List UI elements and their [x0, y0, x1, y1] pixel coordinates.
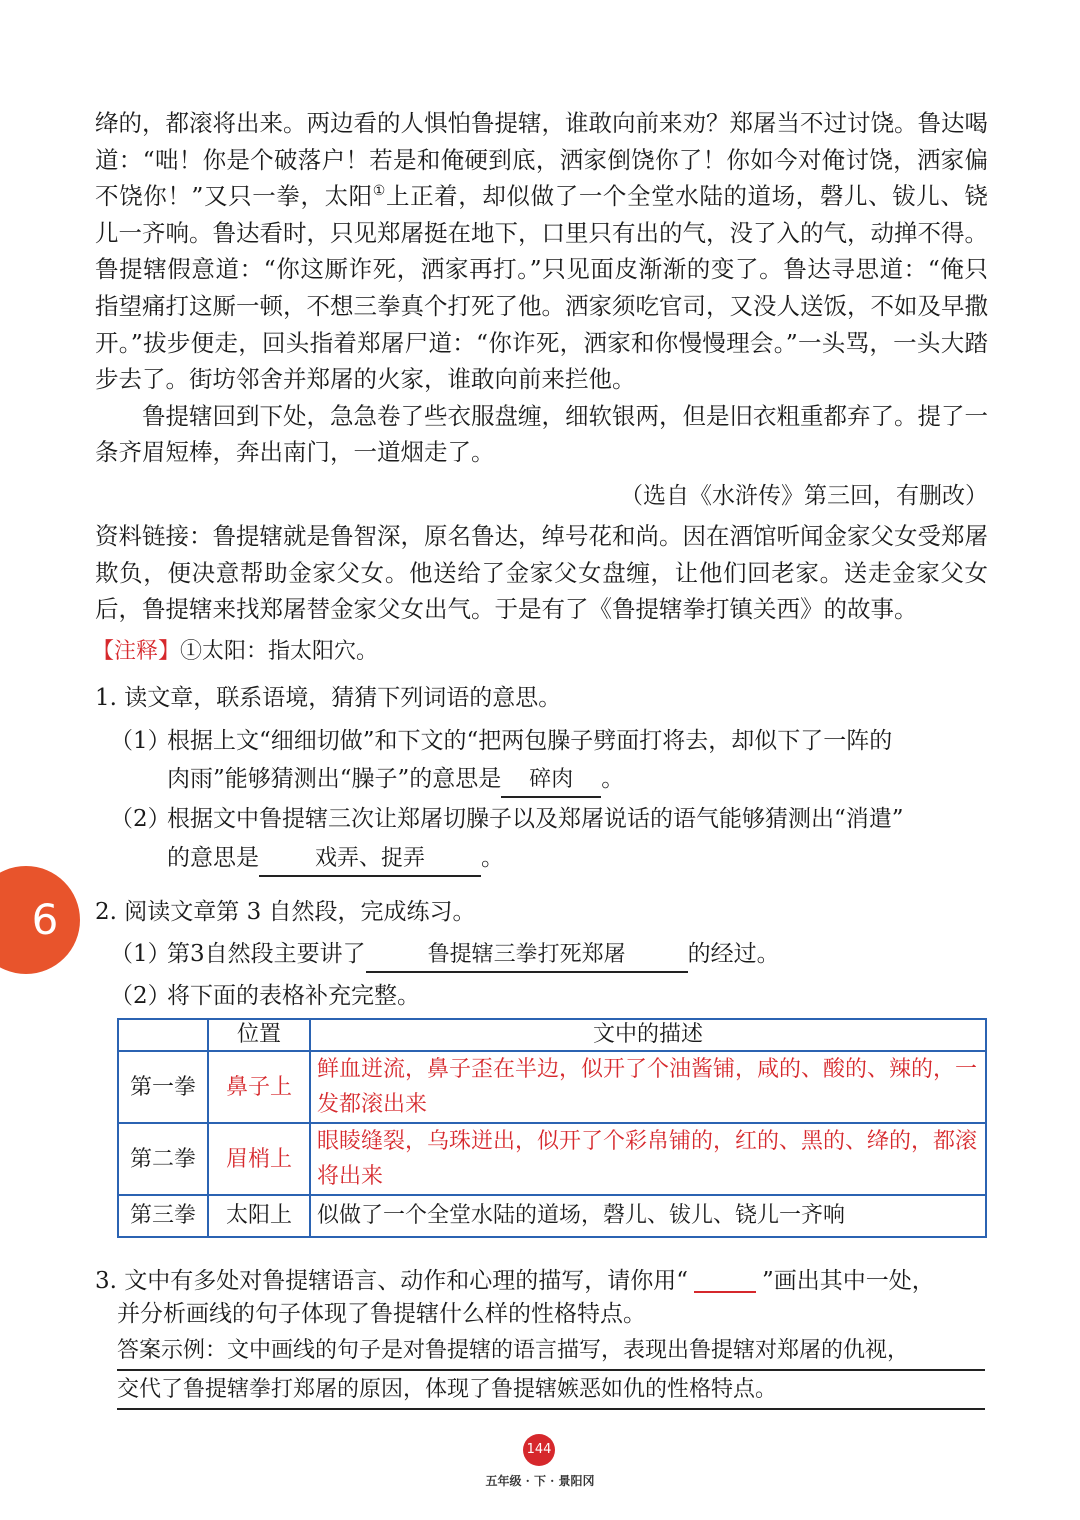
page-number: 144	[523, 1434, 555, 1466]
q1-sub1-number: （1）	[110, 728, 171, 754]
description-cell: 似做了一个全堂水陆的道场，磬儿、钹儿、铙儿一齐响	[310, 1195, 986, 1237]
story-passage	[95, 105, 988, 471]
q1-sub2-line2: 的意思是 戏弄、捉弄 。	[167, 839, 504, 877]
table-header-cell: 文中的描述	[310, 1019, 986, 1051]
table-header-cell	[118, 1019, 208, 1051]
position-cell: 眉梢上	[208, 1123, 310, 1195]
question-2-title: 2. 阅读文章第 3 自然段，完成练习。	[95, 899, 476, 925]
q2-sub2-text: 将下面的表格补充完整。	[167, 983, 420, 1009]
table-header-cell: 位置	[208, 1019, 310, 1051]
page-footer: 五年级 · 下 · 景阳冈	[485, 1474, 595, 1488]
answer-blank	[366, 938, 688, 973]
answer-text: 鲁提辖三拳打死郑屠	[427, 942, 626, 967]
q1-sub2-number: （2）	[110, 806, 171, 832]
table-row	[118, 1195, 986, 1237]
answer-example	[117, 1332, 985, 1410]
source-citation: （选自《水浒传》第三回，有删改）	[620, 483, 988, 509]
q1-sub1-line1: 根据上文“细细切做”和下文的“把两包臊子劈面打将去，却似下了一阵的	[167, 728, 893, 754]
answer-text: 碎肉	[529, 767, 574, 792]
punch-cell: 第一拳	[118, 1051, 208, 1123]
punch-cell: 第二拳	[118, 1123, 208, 1195]
position-cell: 鼻子上	[208, 1051, 310, 1123]
red-underline-sample	[694, 1271, 756, 1293]
answer-example-line: 答案示例：文中画线的句子是对鲁提辖的语言描写，表现出鲁提辖对郑屠的仇视，	[117, 1332, 985, 1371]
passage-paragraph-1: 绛的，都滚将出来。两边看的人惧怕鲁提辖，谁敢向前来劝？郑屠当不过讨饶。鲁达喝道：“咄！你是个破落户！若是和俺硬到底，洒家倒饶你了！你如今对俺讨饶，洒家偏不饶你！”又只一拳，太阳①上正着，却似做了一个全堂水陆的道场，磬儿、钹儿、铙儿一齐响。鲁达看时，只见郑屠挺在地下，口里只有出的气，没了入的气，动掸不得。鲁提辖假意道：“你这厮诈死，洒家再打。”只见面皮渐渐的变了。鲁达寻思道：“俺只指望痛打这厮一顿，不想三拳真个打死了他。洒家须吃官司，又没人送饭，不如及早撒开。”拔步便走，回头指着郑屠尸道：“你诈死，洒家和你慢慢理会。”一头骂，一头大踏步去了。街坊邻舍并郑屠的火家，谁敢向前来拦他。	[95, 109, 989, 394]
punch-cell: 第三拳	[118, 1195, 208, 1237]
answer-blank	[259, 842, 481, 877]
footnote-marker: ①	[372, 183, 386, 200]
q2-sub1-line: 第3自然段主要讲了 鲁提辖三拳打死郑屠 的经过。	[167, 935, 780, 973]
q2-sub2-number: （2）	[110, 983, 171, 1009]
passage-paragraph-2: 鲁提辖回到下处，急急卷了些衣服盘缠，细软银两，但是旧衣粗重都弃了。提了一条齐眉短棒，奔出南门，一道烟走了。	[95, 401, 988, 467]
table-row	[118, 1123, 986, 1195]
note-text: ①太阳：指太阳穴。	[180, 639, 379, 664]
q2-sub1-number: （1）	[110, 941, 171, 967]
note-label: 【注释】	[92, 639, 181, 664]
question-3-line2: 并分析画线的句子体现了鲁提辖什么样的性格特点。	[117, 1301, 646, 1327]
question-1-title: 1. 读文章，联系语境，猜猜下列词语的意思。	[95, 685, 562, 711]
description-cell: 眼睖缝裂，乌珠迸出，似开了个彩帛铺的，红的、黑的、绛的，都滚将出来	[310, 1123, 986, 1195]
material-link: 资料链接：鲁提辖就是鲁智深，原名鲁达，绰号花和尚。因在酒馆听闻金家父女受郑屠欺负，便决意帮助金家父女。他送给了金家父女盘缠，让他们回老家。送走金家父女后，鲁提辖来找郑屠替金家父女出气。于是有了《鲁提辖拳打镇关西》的故事。	[95, 522, 988, 624]
table-header-row	[118, 1019, 986, 1051]
table-row	[118, 1051, 986, 1123]
question-3-line1: 3. 文中有多处对鲁提辖语言、动作和心理的描写，请你用“ ”画出其中一处，	[95, 1268, 935, 1294]
annotation-note	[92, 634, 378, 665]
answer-text: 戏弄、捉弄	[314, 846, 425, 871]
punch-table	[117, 1018, 987, 1238]
description-cell: 鲜血迸流，鼻子歪在半边，似开了个油酱铺，咸的、酸的、辣的，一发都滚出来	[310, 1051, 986, 1123]
section-number: 6	[31, 895, 59, 944]
q1-sub2-line1: 根据文中鲁提辖三次让郑屠切臊子以及郑屠说话的语气能够猜测出“消遣”	[167, 806, 904, 832]
answer-blank	[501, 763, 601, 798]
q1-sub1-line2: 肉雨”能够猜测出“臊子”的意思是 碎肉 。	[167, 760, 624, 798]
answer-example-line: 交代了鲁提辖拳打郑屠的原因，体现了鲁提辖嫉恶如仇的性格特点。	[117, 1371, 985, 1410]
position-cell: 太阳上	[208, 1195, 310, 1237]
